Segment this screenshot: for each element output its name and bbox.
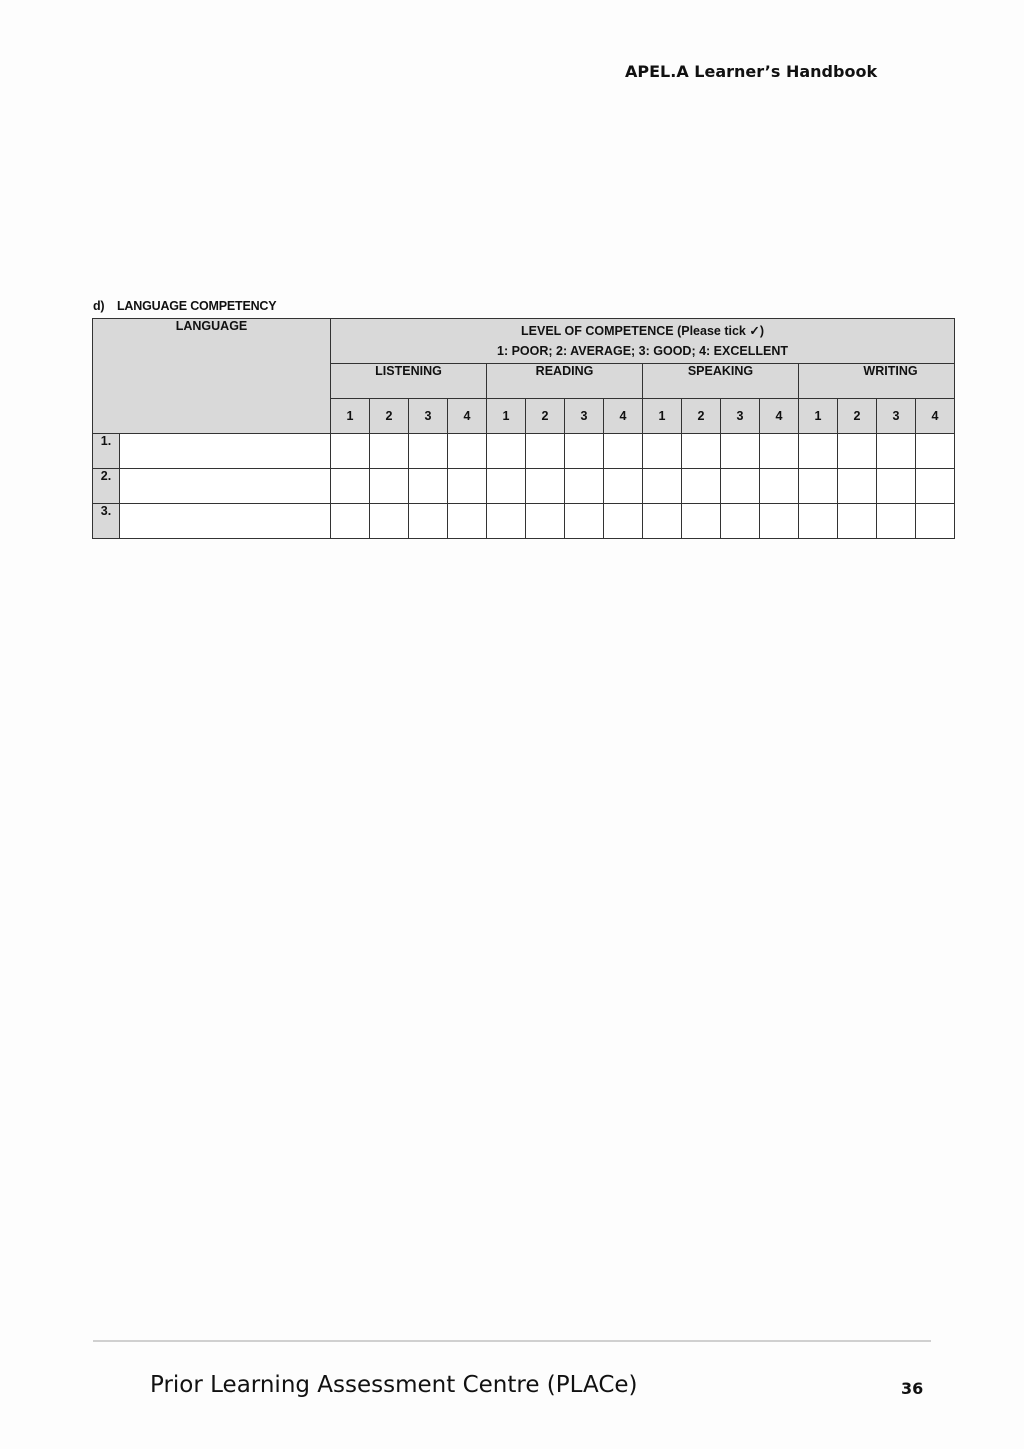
tick-cell-reading[interactable] <box>565 469 604 504</box>
level-number-writing: 4 <box>916 399 955 434</box>
level-number-listening: 2 <box>370 399 409 434</box>
level-number-writing: 2 <box>838 399 877 434</box>
tick-cell-speaking[interactable] <box>682 469 721 504</box>
row-number: 2. <box>93 469 120 504</box>
footer-org-name: Prior Learning Assessment Centre (PLACe) <box>150 1372 638 1398</box>
tick-cell-listening[interactable] <box>331 504 370 539</box>
tick-cell-reading[interactable] <box>526 469 565 504</box>
language-row <box>93 504 955 539</box>
tick-cell-speaking[interactable] <box>682 434 721 469</box>
level-number-speaking: 3 <box>721 399 760 434</box>
level-number-speaking: 4 <box>760 399 799 434</box>
tick-cell-listening[interactable] <box>448 434 487 469</box>
skill-header-writing: WRITING <box>799 364 955 399</box>
level-number-writing: 3 <box>877 399 916 434</box>
footer-divider <box>93 1340 931 1342</box>
tick-cell-reading[interactable] <box>604 504 643 539</box>
tick-cell-writing[interactable] <box>877 469 916 504</box>
level-number-speaking: 1 <box>643 399 682 434</box>
section-title: LANGUAGE COMPETENCY <box>117 299 277 313</box>
level-number-reading: 2 <box>526 399 565 434</box>
language-name-field[interactable] <box>120 469 331 504</box>
level-title: LEVEL OF COMPETENCE <box>521 324 674 338</box>
tick-cell-reading[interactable] <box>487 469 526 504</box>
level-number-reading: 3 <box>565 399 604 434</box>
tick-cell-writing[interactable] <box>799 434 838 469</box>
row-number: 3. <box>93 504 120 539</box>
tick-cell-speaking[interactable] <box>682 504 721 539</box>
tick-cell-speaking[interactable] <box>643 504 682 539</box>
language-name-field[interactable] <box>120 434 331 469</box>
level-number-listening: 1 <box>331 399 370 434</box>
tick-cell-writing[interactable] <box>916 504 955 539</box>
skill-header-listening: LISTENING <box>331 364 487 399</box>
tick-cell-reading[interactable] <box>604 434 643 469</box>
language-column-header: LANGUAGE <box>93 319 331 434</box>
tick-cell-listening[interactable] <box>409 469 448 504</box>
page-number: 36 <box>901 1379 924 1398</box>
tick-cell-speaking[interactable] <box>760 504 799 539</box>
section-heading <box>93 299 276 313</box>
tick-cell-speaking[interactable] <box>760 469 799 504</box>
language-competency-table <box>92 318 955 539</box>
level-number-reading: 1 <box>487 399 526 434</box>
tick-note: (Please tick ✓) <box>677 324 764 338</box>
tick-cell-reading[interactable] <box>487 504 526 539</box>
tick-cell-speaking[interactable] <box>760 434 799 469</box>
tick-cell-speaking[interactable] <box>643 469 682 504</box>
tick-cell-writing[interactable] <box>838 434 877 469</box>
level-number-reading: 4 <box>604 399 643 434</box>
running-header: APEL.A Learner’s Handbook <box>625 62 878 81</box>
tick-cell-writing[interactable] <box>799 469 838 504</box>
tick-cell-reading[interactable] <box>487 434 526 469</box>
language-row <box>93 469 955 504</box>
tick-cell-speaking[interactable] <box>643 434 682 469</box>
tick-cell-listening[interactable] <box>448 504 487 539</box>
tick-cell-writing[interactable] <box>838 504 877 539</box>
tick-cell-speaking[interactable] <box>721 504 760 539</box>
tick-cell-listening[interactable] <box>370 469 409 504</box>
tick-cell-writing[interactable] <box>916 434 955 469</box>
tick-cell-writing[interactable] <box>916 469 955 504</box>
level-number-listening: 3 <box>409 399 448 434</box>
tick-cell-listening[interactable] <box>370 434 409 469</box>
tick-cell-listening[interactable] <box>409 504 448 539</box>
row-number: 1. <box>93 434 120 469</box>
skill-header-speaking: SPEAKING <box>643 364 799 399</box>
level-number-speaking: 2 <box>682 399 721 434</box>
scale-legend: 1: POOR; 2: AVERAGE; 3: GOOD; 4: EXCELLENT <box>497 344 788 358</box>
tick-cell-reading[interactable] <box>565 504 604 539</box>
tick-cell-writing[interactable] <box>838 469 877 504</box>
tick-cell-listening[interactable] <box>331 434 370 469</box>
level-number-writing: 1 <box>799 399 838 434</box>
tick-cell-reading[interactable] <box>526 504 565 539</box>
tick-cell-listening[interactable] <box>370 504 409 539</box>
tick-cell-writing[interactable] <box>799 504 838 539</box>
level-number-listening: 4 <box>448 399 487 434</box>
tick-cell-writing[interactable] <box>877 434 916 469</box>
skill-header-reading: READING <box>487 364 643 399</box>
language-row <box>93 434 955 469</box>
tick-cell-listening[interactable] <box>409 434 448 469</box>
language-name-field[interactable] <box>120 504 331 539</box>
tick-cell-reading[interactable] <box>565 434 604 469</box>
tick-cell-speaking[interactable] <box>721 469 760 504</box>
tick-cell-speaking[interactable] <box>721 434 760 469</box>
tick-cell-listening[interactable] <box>448 469 487 504</box>
section-letter: d) <box>93 299 105 313</box>
tick-cell-reading[interactable] <box>604 469 643 504</box>
tick-cell-reading[interactable] <box>526 434 565 469</box>
tick-cell-writing[interactable] <box>877 504 916 539</box>
level-of-competence-header <box>331 319 955 364</box>
tick-cell-listening[interactable] <box>331 469 370 504</box>
